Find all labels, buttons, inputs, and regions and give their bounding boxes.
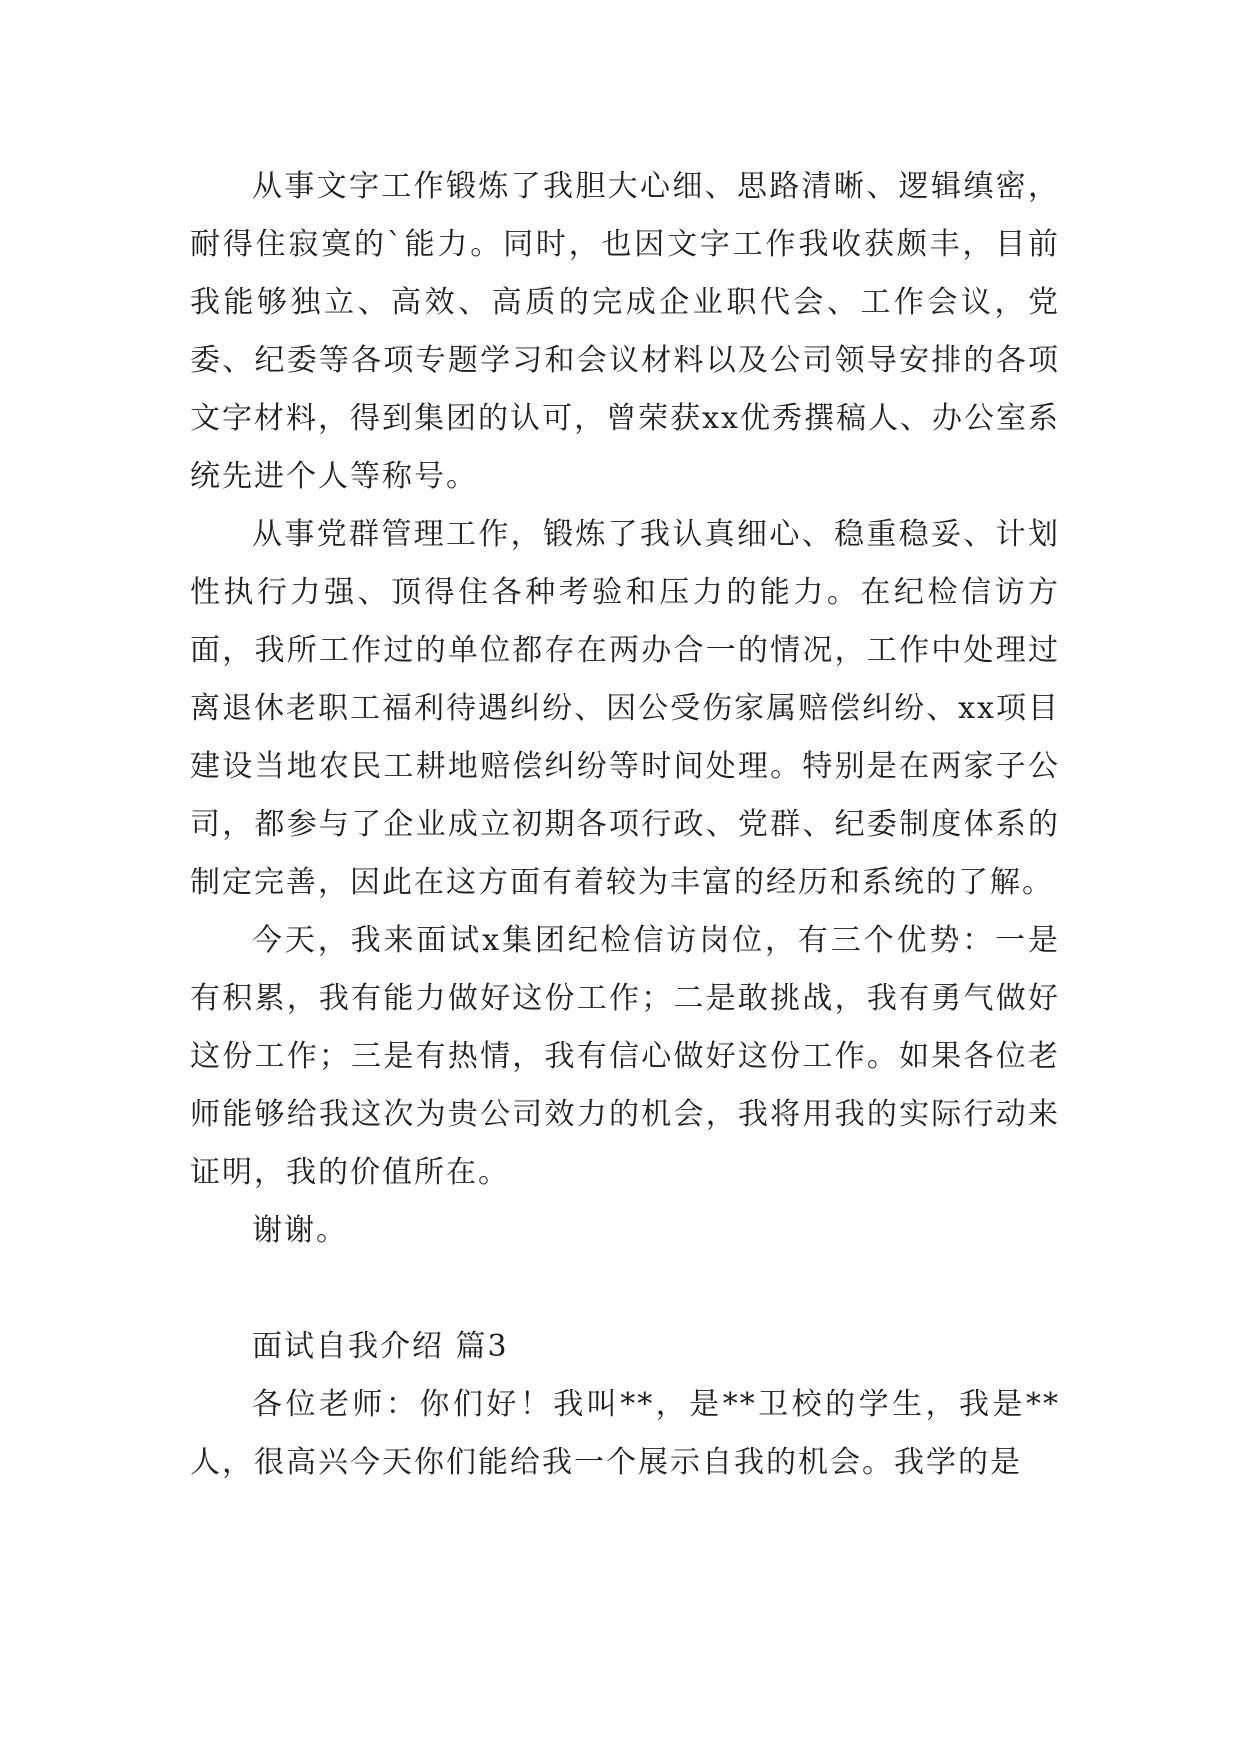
document-body	[190, 158, 1060, 1492]
paragraph-interview-advantages: 今天，我来面试x集团纪检信访岗位，有三个优势：一是有积累，我有能力做好这份工作；二是敢挑战，我有勇气做好这份工作；三是有热情，我有信心做好这份工作。如果各位老师能够给我这次为贵公司效力的机会，我将用我的实际行动来证明，我的价值所在。	[190, 923, 1060, 1190]
paragraph-section-intro: 各位老师：你们好！我叫**，是**卫校的学生，我是**人，很高兴今天你们能给我一个展示自我的机会。我学的是	[190, 1387, 1060, 1480]
paragraph-writing-work: 从事文字工作锻炼了我胆大心细、思路清晰、逻辑缜密，耐得住寂寞的`能力。同时，也因文字工作我收获颇丰，目前我能够独立、高效、高质的完成企业职代会、工作会议，党委、纪委等各项专题学习和会议材料以及公司领导安排的各项文字材料，得到集团的认可，曾荣获xx优秀撰稿人、办公室系统先进个人等称号。	[190, 169, 1060, 494]
section-heading: 面试自我介绍 篇3	[252, 1329, 509, 1364]
paragraph-thanks: 谢谢。	[252, 1213, 348, 1248]
paragraph-party-work: 从事党群管理工作，锻炼了我认真细心、稳重稳妥、计划性执行力强、顶得住各种考验和压力的能力。在纪检信访方面，我所工作过的单位都存在两办合一的情况，工作中处理过离退休老职工福利待遇纠纷、因公受伤家属赔偿纠纷、xx项目建设当地农民工耕地赔偿纠纷等时间处理。特别是在两家子公司，都参与了企业成立初期各项行政、党群、纪委制度体系的制定完善，因此在这方面有着较为丰富的经历和系统的了解。	[190, 517, 1060, 900]
